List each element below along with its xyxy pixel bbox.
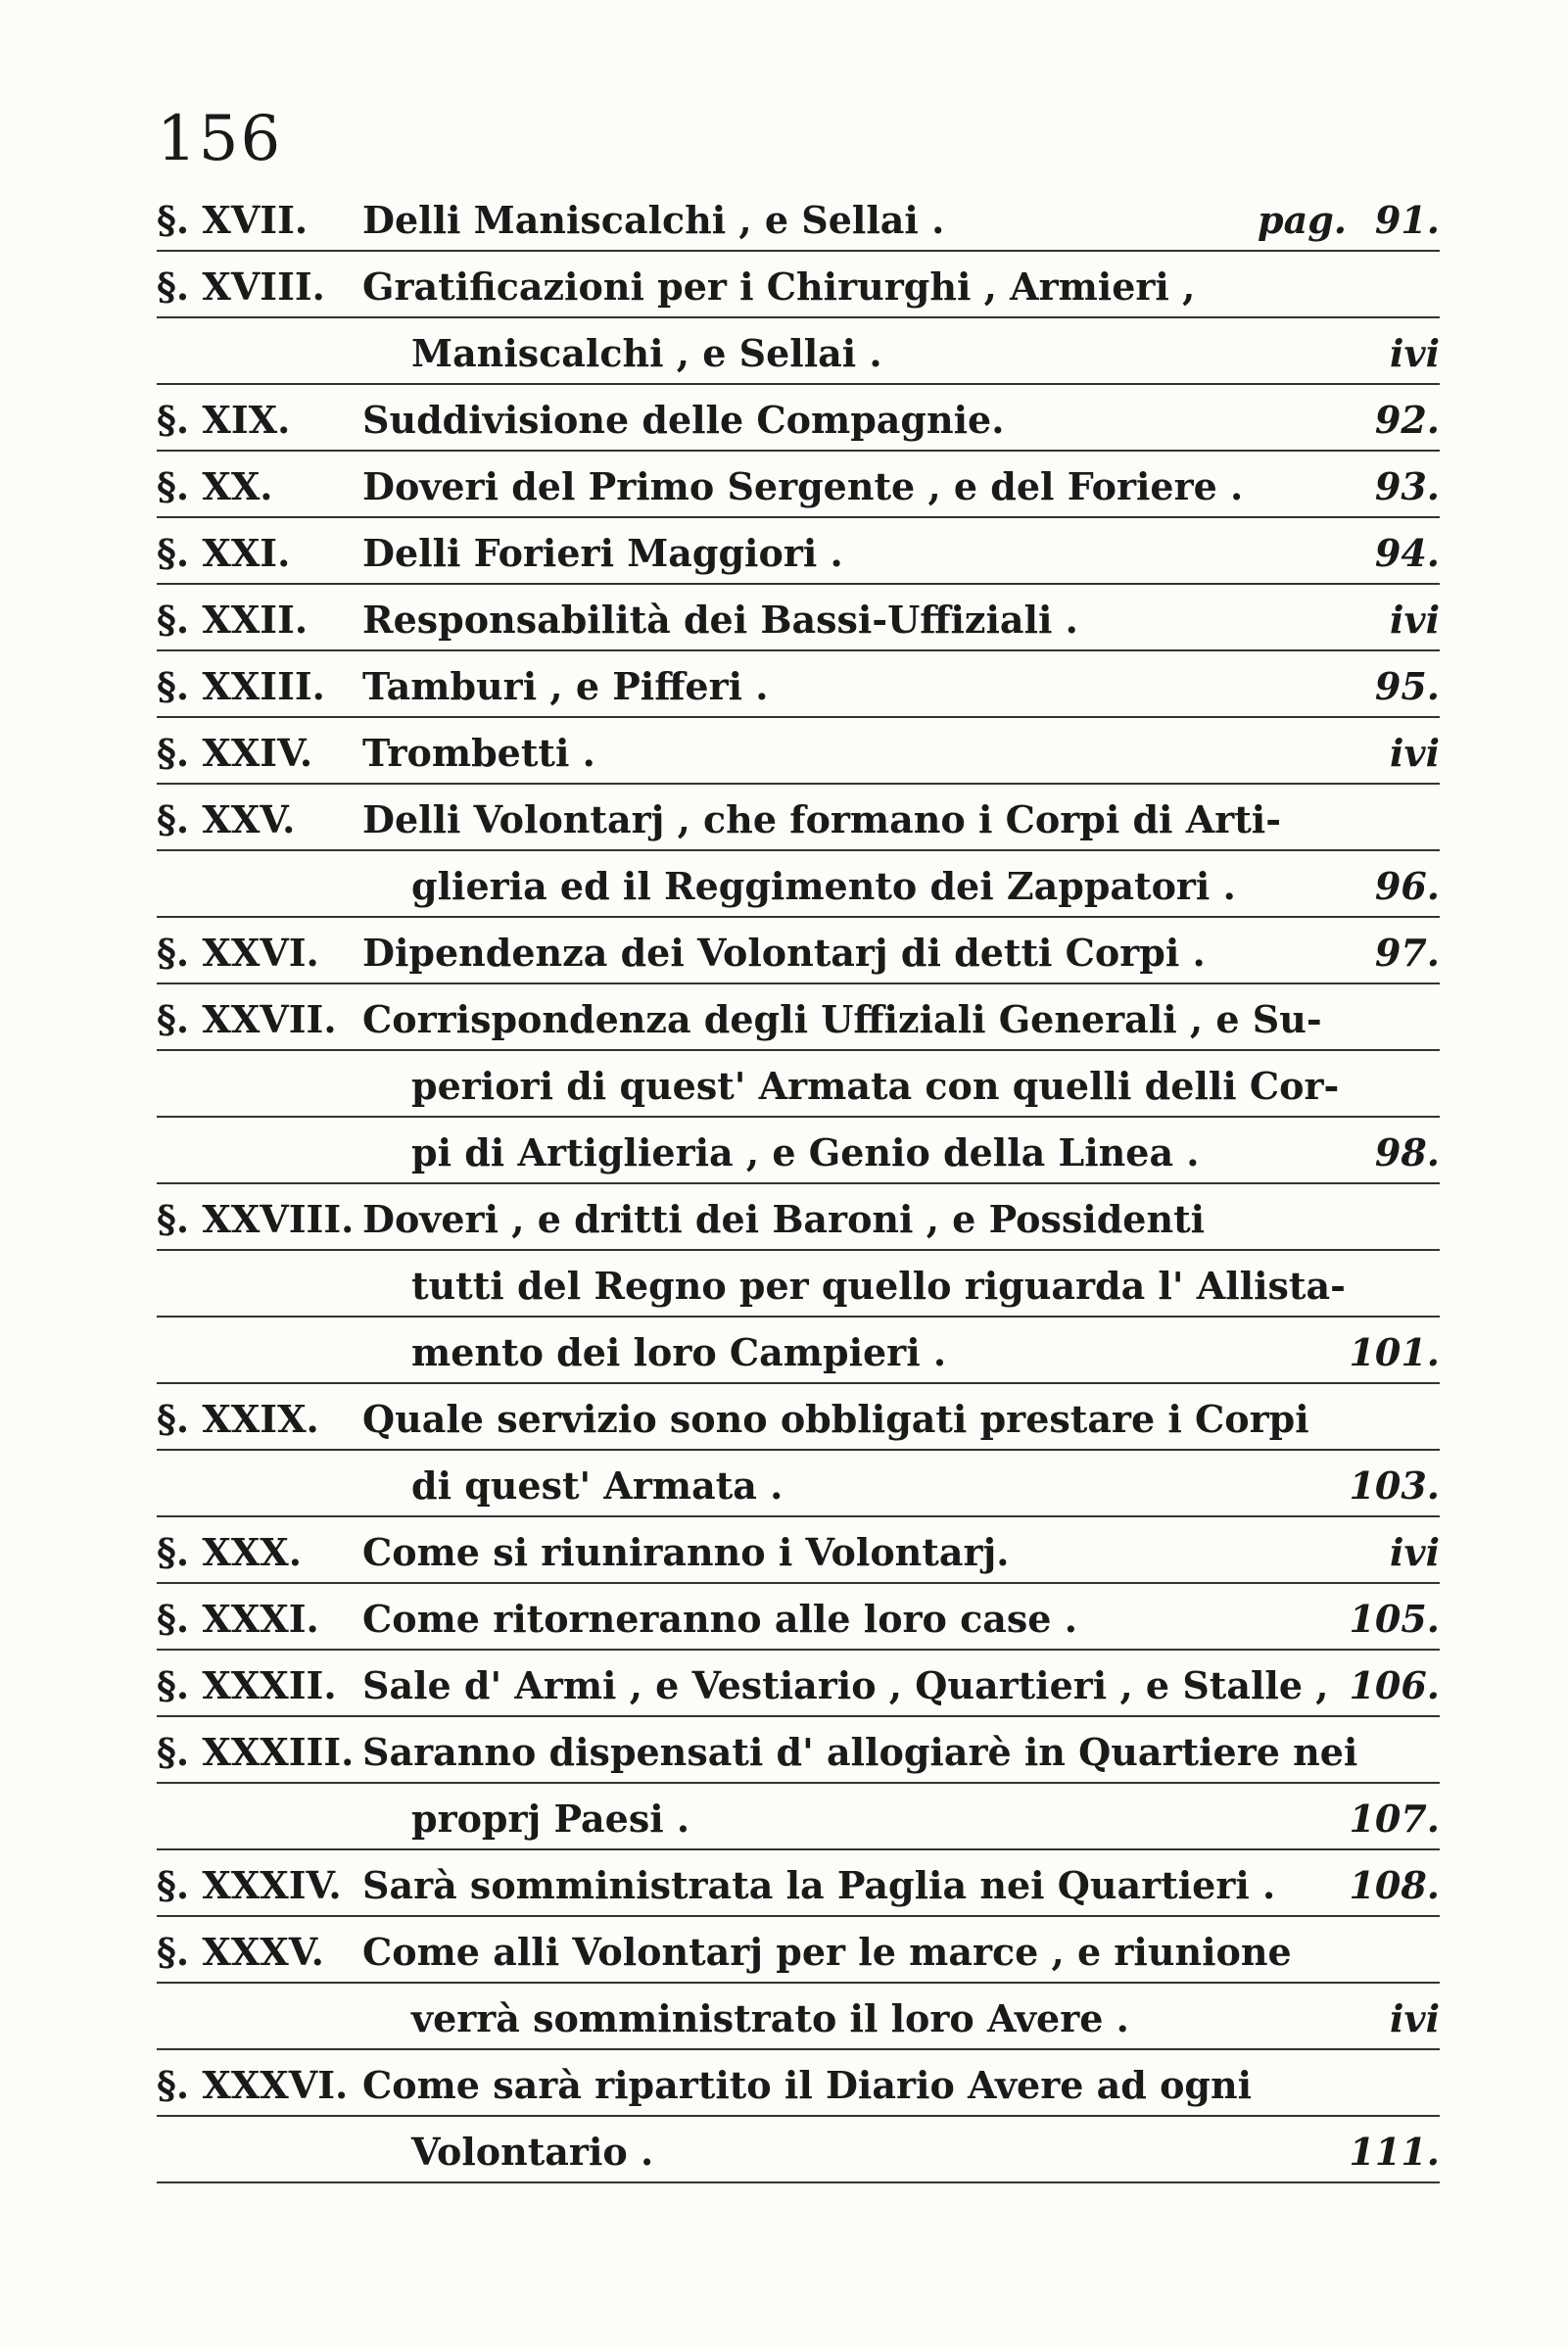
entry-title: pi di Artiglieria , e Genio della Linea . <box>411 1130 1200 1174</box>
entry-page: 94. <box>1374 531 1440 575</box>
toc-entry <box>157 457 1440 524</box>
entry-title: Sale d' Armi , e Vestiario , Quartieri , e Stalle , <box>362 1663 1329 1707</box>
toc-entry <box>157 1590 1440 1656</box>
section-number: §. XXIX. <box>157 1397 319 1441</box>
entry-title: di quest' Armata . <box>411 1463 784 1508</box>
section-number: §. XVII. <box>157 198 309 242</box>
entry-page: 95. <box>1374 664 1440 708</box>
entry-title: proprj Paesi . <box>411 1797 690 1841</box>
entry-title: Suddivisione delle Compagnie. <box>362 398 1005 442</box>
section-number: §. XXVII. <box>157 997 337 1041</box>
toc-entry <box>157 1723 1440 1856</box>
entry-title: Delli Maniscalchi , e Sellai . <box>362 198 945 242</box>
toc-continuation-line <box>157 1124 1440 1190</box>
toc-entry <box>157 724 1440 791</box>
entry-title: Gratificazioni per i Chirurghi , Armieri , <box>362 264 1196 309</box>
toc-entry-line <box>157 1390 1440 1457</box>
entry-page: 105. <box>1349 1597 1440 1641</box>
section-number: §. XVIII. <box>157 264 325 309</box>
entry-title: Tamburi , e Pifferi . <box>362 664 769 708</box>
section-number: §. XXVIII. <box>157 1197 355 1241</box>
entry-title: tutti del Regno per quello riguarda l' Allista- <box>411 1264 1346 1308</box>
section-number: §. XXXV. <box>157 1930 324 1974</box>
entry-title: Come ritorneranno alle loro case . <box>362 1597 1077 1641</box>
entry-title: Trombetti . <box>362 731 595 775</box>
entry-page: 98. <box>1374 1130 1440 1174</box>
toc-entry-line <box>157 924 1440 990</box>
toc-continuation-line <box>157 1790 1440 1856</box>
toc-entry-line <box>157 1856 1440 1923</box>
entry-page: 107. <box>1349 1797 1440 1841</box>
entry-title: Delli Forieri Maggiori . <box>362 531 843 575</box>
entry-title: mento dei loro Campieri . <box>411 1330 947 1374</box>
section-number: §. XXV. <box>157 797 296 841</box>
entry-title: Doveri del Primo Sergente , e del Foriere . <box>362 464 1244 508</box>
toc-entry <box>157 1523 1440 1590</box>
page-label: pag. <box>1258 198 1347 242</box>
toc-continuation-line <box>157 857 1440 924</box>
entry-page: 92. <box>1374 398 1440 442</box>
toc-entry <box>157 258 1440 391</box>
entry-title: Delli Volontarj , che formano i Corpi di Arti- <box>362 797 1281 841</box>
entry-title: glieria ed il Reggimento dei Zappatori . <box>411 864 1236 908</box>
entry-page: 97. <box>1374 931 1440 975</box>
entry-title: Come si riuniranno i Volontarj. <box>362 1530 1010 1574</box>
entry-title: verrà somministrato il loro Avere . <box>411 1996 1129 2040</box>
entry-title: Volontario . <box>411 2130 654 2174</box>
section-number: §. XXVI. <box>157 931 319 975</box>
entry-title: Dipendenza dei Volontarj di detti Corpi . <box>362 931 1206 975</box>
toc-entry <box>157 2056 1440 2189</box>
table-of-contents <box>157 191 1440 2189</box>
toc-entry-line <box>157 1590 1440 1656</box>
entry-page: ivi <box>1390 1996 1440 2040</box>
section-number: §. XX. <box>157 464 273 508</box>
section-number: §. XXIII. <box>157 664 325 708</box>
entry-page: ivi <box>1390 731 1440 775</box>
toc-entry-line <box>157 1523 1440 1590</box>
toc-entry <box>157 391 1440 457</box>
toc-continuation-line <box>157 1323 1440 1390</box>
entry-title: Quale servizio sono obbligati prestare i Corpi <box>362 1397 1309 1441</box>
toc-entry-line <box>157 1190 1440 1257</box>
entry-page: 111. <box>1349 2130 1440 2174</box>
toc-entry <box>157 791 1440 924</box>
section-number: §. XXXIII. <box>157 1730 355 1774</box>
toc-entry-line <box>157 457 1440 524</box>
entry-title: Come sarà ripartito il Diario Avere ad ogni <box>362 2063 1253 2107</box>
entry-page: 93. <box>1374 464 1440 508</box>
entry-title: Corrispondenza degli Uffiziali Generali , e Su- <box>362 997 1322 1041</box>
toc-continuation-line <box>157 1257 1440 1323</box>
toc-entry <box>157 191 1440 258</box>
toc-entry-line <box>157 524 1440 591</box>
section-number: §. XXIV. <box>157 731 313 775</box>
toc-entry <box>157 1656 1440 1723</box>
section-number: §. XXII. <box>157 598 309 642</box>
toc-entry-line <box>157 591 1440 657</box>
section-number: §. XXX. <box>157 1530 303 1574</box>
toc-entry <box>157 524 1440 591</box>
toc-continuation-line <box>157 324 1440 391</box>
entry-page: ivi <box>1390 1530 1440 1574</box>
toc-entry-line <box>157 1656 1440 1723</box>
toc-entry-line <box>157 657 1440 724</box>
section-number: §. XIX. <box>157 398 291 442</box>
toc-entry-line <box>157 1923 1440 1989</box>
section-number: §. XXXVI. <box>157 2063 349 2107</box>
toc-entry <box>157 1856 1440 1923</box>
entry-page: ivi <box>1390 331 1440 375</box>
entry-page: 103. <box>1349 1463 1440 1508</box>
toc-continuation-line <box>157 1457 1440 1523</box>
toc-entry <box>157 1190 1440 1390</box>
toc-entry-line <box>157 1723 1440 1790</box>
page-number: 156 <box>157 103 283 175</box>
toc-entry-line <box>157 191 1440 258</box>
toc-entry-line <box>157 791 1440 857</box>
entry-title: Saranno dispensati d' allogiarè in Quartiere nei <box>362 1730 1358 1774</box>
entry-page: 91. <box>1374 198 1440 242</box>
toc-entry <box>157 657 1440 724</box>
toc-entry <box>157 990 1440 1190</box>
toc-entry-line <box>157 391 1440 457</box>
section-number: §. XXXIV. <box>157 1863 342 1907</box>
entry-title: Doveri , e dritti dei Baroni , e Possidenti <box>362 1197 1206 1241</box>
toc-entry-line <box>157 724 1440 791</box>
entry-title: Sarà somministrata la Paglia nei Quartieri . <box>362 1863 1276 1907</box>
entry-page: 108. <box>1349 1863 1440 1907</box>
section-number: §. XXXI. <box>157 1597 319 1641</box>
toc-continuation-line <box>157 1989 1440 2056</box>
section-number: §. XXXII. <box>157 1663 337 1707</box>
toc-entry-line <box>157 2056 1440 2123</box>
section-number: §. XXI. <box>157 531 291 575</box>
toc-entry <box>157 591 1440 657</box>
entry-title: Maniscalchi , e Sellai . <box>411 331 882 375</box>
toc-continuation-line <box>157 2123 1440 2189</box>
toc-entry <box>157 924 1440 990</box>
entry-title: periori di quest' Armata con quelli delli Cor- <box>411 1064 1340 1108</box>
toc-entry-line <box>157 990 1440 1057</box>
entry-page: 96. <box>1374 864 1440 908</box>
entry-title: Come alli Volontarj per le marce , e riunione <box>362 1930 1292 1974</box>
entry-page: ivi <box>1390 598 1440 642</box>
entry-title: Responsabilità dei Bassi-Uffiziali . <box>362 598 1078 642</box>
entry-page: 101. <box>1349 1330 1440 1374</box>
entry-page: 106. <box>1349 1663 1440 1707</box>
toc-continuation-line <box>157 1057 1440 1124</box>
toc-entry <box>157 1390 1440 1523</box>
toc-entry-line <box>157 258 1440 324</box>
toc-entry <box>157 1923 1440 2056</box>
